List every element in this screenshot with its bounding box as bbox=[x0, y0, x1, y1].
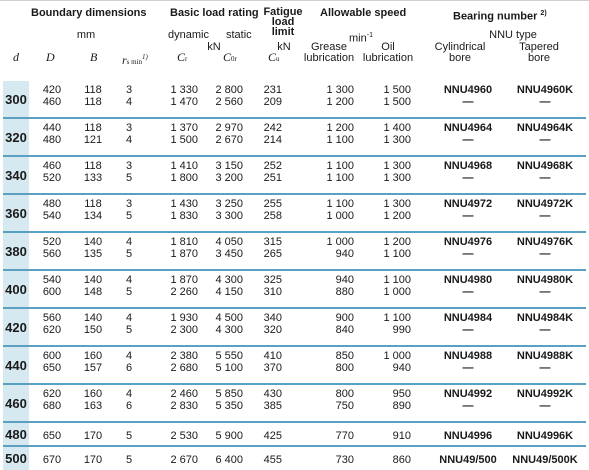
cell-r: 4 bbox=[125, 274, 133, 286]
cell-grease: 880 bbox=[335, 286, 354, 298]
cell-cr: 1 410 bbox=[170, 160, 198, 172]
cell-oil: 1 500 bbox=[383, 84, 411, 96]
cell-d: 540 bbox=[42, 274, 62, 286]
cell-cyl: NNU4988 bbox=[443, 350, 493, 362]
cell-cr: 2 260 bbox=[170, 286, 198, 298]
cell-c0r: 3 450 bbox=[215, 248, 243, 260]
row-separator bbox=[3, 307, 586, 309]
header-cylindrical-bore: Cylindrical bore bbox=[434, 41, 486, 64]
cell-d: 460 bbox=[42, 160, 62, 172]
cell-c0r: 4 050 bbox=[215, 236, 243, 248]
cell-d: 560 bbox=[42, 312, 62, 324]
cell-tap: NNU4996K bbox=[516, 430, 574, 442]
unit-kn-fatigue: kN bbox=[277, 41, 291, 53]
cell-cyl: — bbox=[462, 96, 474, 108]
cell-cu: 410 bbox=[263, 350, 282, 362]
cell-grease: 1 100 bbox=[326, 160, 354, 172]
cell-b: 170 bbox=[83, 454, 103, 466]
cell-tap: NNU4976K bbox=[516, 236, 574, 248]
cell-tap: — bbox=[539, 362, 551, 374]
cell-r: 6 bbox=[125, 362, 133, 374]
cell-grease: 840 bbox=[335, 324, 354, 336]
cell-b: 118 bbox=[84, 160, 102, 172]
cell-b: 133 bbox=[83, 172, 103, 184]
cell-cyl: — bbox=[462, 248, 474, 260]
cell-r: 3 bbox=[125, 160, 133, 172]
cell-tap: NNU4968K bbox=[516, 160, 574, 172]
cell-d: 420 bbox=[42, 84, 62, 96]
cell-cyl: NNU4984 bbox=[443, 312, 493, 324]
cell-b: 140 bbox=[83, 274, 103, 286]
cell-cr: 1 870 bbox=[170, 248, 198, 260]
header-boundary-dimensions: Boundary dimensions bbox=[31, 7, 147, 19]
cell-c0r: 2 800 bbox=[215, 84, 243, 96]
cell-grease: 1 100 bbox=[326, 172, 354, 184]
cell-c0r: 5 550 bbox=[215, 350, 243, 362]
cell-cu: 255 bbox=[263, 198, 282, 210]
header-tapered-bore: Tapered bore bbox=[519, 41, 559, 64]
cell-oil: 1 400 bbox=[383, 122, 411, 134]
cell-r: 4 bbox=[125, 134, 133, 146]
cell-grease: 900 bbox=[335, 312, 354, 324]
cell-oil: 1 200 bbox=[383, 210, 411, 222]
cell-tap: — bbox=[539, 134, 551, 146]
row-separator bbox=[3, 345, 586, 347]
cell-cu: 455 bbox=[263, 454, 282, 466]
cell-b: 148 bbox=[83, 286, 103, 298]
cell-cyl: — bbox=[462, 286, 474, 298]
cell-c0r: 2 670 bbox=[215, 134, 243, 146]
row-separator bbox=[3, 231, 586, 233]
cell-oil: 1 100 bbox=[383, 274, 411, 286]
header-nnu-type: NNU type bbox=[489, 29, 537, 41]
row-separator bbox=[3, 421, 586, 423]
cell-c0r: 2 560 bbox=[215, 96, 243, 108]
cell-cr: 2 300 bbox=[170, 324, 198, 336]
cell-r: 5 bbox=[125, 324, 133, 336]
symbol-B: B bbox=[90, 50, 98, 64]
bore-diameter-cell: 440 bbox=[3, 347, 29, 383]
cell-cr: 1 930 bbox=[170, 312, 198, 324]
symbol-cu: Cu bbox=[268, 50, 280, 64]
symbol-r-s-min: rs $\min^{1)}$ bbox=[122, 53, 148, 67]
cell-cu: 325 bbox=[263, 274, 282, 286]
cell-c0r: 4 500 bbox=[215, 312, 243, 324]
symbol-d: d bbox=[13, 50, 19, 64]
unit-mm: mm bbox=[76, 29, 96, 41]
cell-c0r: 5 900 bbox=[215, 430, 243, 442]
table-top-border bbox=[0, 0, 589, 1]
cell-d: 650 bbox=[42, 362, 62, 374]
row-separator bbox=[3, 155, 586, 157]
cell-tap: NNU4980K bbox=[516, 274, 574, 286]
row-separator bbox=[3, 193, 586, 195]
cell-cyl: NNU4960 bbox=[443, 84, 493, 96]
cell-b: 118 bbox=[84, 96, 102, 108]
header-allowable-speed: Allowable speed bbox=[320, 7, 407, 19]
cell-cr: 1 330 bbox=[170, 84, 198, 96]
header-grease-lubrication: Grease lubrication bbox=[303, 41, 355, 64]
cell-cu: 310 bbox=[263, 286, 282, 298]
cell-cr: 2 680 bbox=[170, 362, 198, 374]
cell-grease: 800 bbox=[335, 388, 354, 400]
cell-d: 600 bbox=[42, 350, 62, 362]
cell-b: 118 bbox=[84, 122, 102, 134]
cell-c0r: 2 970 bbox=[215, 122, 243, 134]
cell-tap: NNU4992K bbox=[516, 388, 574, 400]
cell-d: 520 bbox=[42, 172, 62, 184]
bore-diameter-cell: 500 bbox=[3, 447, 29, 470]
cell-cu: 385 bbox=[263, 400, 282, 412]
cell-oil: 1 300 bbox=[383, 172, 411, 184]
cell-d: 560 bbox=[42, 248, 62, 260]
cell-cr: 1 370 bbox=[170, 122, 198, 134]
cell-grease: 940 bbox=[335, 248, 354, 260]
header-static: static bbox=[226, 29, 252, 41]
cell-cr: 2 380 bbox=[170, 350, 198, 362]
cell-oil: 860 bbox=[392, 454, 411, 466]
cell-tap: — bbox=[539, 324, 551, 336]
symbol-cr: Cr bbox=[177, 50, 188, 64]
cell-b: 157 bbox=[83, 362, 103, 374]
cell-tap: NNU4972K bbox=[516, 198, 574, 210]
cell-cyl: NNU4964 bbox=[443, 122, 493, 134]
bore-diameter-cell: 320 bbox=[3, 119, 29, 155]
cell-b: 118 bbox=[84, 198, 102, 210]
cell-cu: 265 bbox=[263, 248, 282, 260]
cell-d: 620 bbox=[42, 388, 62, 400]
cell-r: 5 bbox=[125, 248, 133, 260]
cell-cu: 242 bbox=[263, 122, 282, 134]
cell-b: 163 bbox=[83, 400, 103, 412]
cell-oil: 1 000 bbox=[383, 350, 411, 362]
cell-cyl: NNU4980 bbox=[443, 274, 493, 286]
cell-oil: 1 300 bbox=[383, 160, 411, 172]
cell-tap: NNU49/500K bbox=[512, 454, 578, 466]
cell-grease: 1 300 bbox=[326, 84, 354, 96]
cell-cyl: — bbox=[462, 210, 474, 222]
cell-r: 6 bbox=[125, 400, 133, 412]
cell-r: 3 bbox=[125, 84, 133, 96]
cell-cr: 2 460 bbox=[170, 388, 198, 400]
cell-cu: 258 bbox=[263, 210, 282, 222]
cell-cyl: NNU4976 bbox=[443, 236, 493, 248]
cell-b: 170 bbox=[83, 430, 103, 442]
cell-cu: 231 bbox=[263, 84, 282, 96]
cell-grease: 750 bbox=[335, 400, 354, 412]
cell-grease: 1 100 bbox=[326, 134, 354, 146]
cell-cyl: — bbox=[462, 172, 474, 184]
cell-cr: 1 500 bbox=[170, 134, 198, 146]
cell-r: 4 bbox=[125, 236, 133, 248]
cell-d: 620 bbox=[42, 324, 62, 336]
cell-c0r: 5 100 bbox=[215, 362, 243, 374]
cell-grease: 940 bbox=[335, 274, 354, 286]
symbol-D: D bbox=[46, 50, 55, 64]
cell-c0r: 5 350 bbox=[215, 400, 243, 412]
cell-cr: 1 810 bbox=[170, 236, 198, 248]
cell-b: 160 bbox=[83, 350, 103, 362]
cell-cyl: — bbox=[462, 324, 474, 336]
cell-cyl: NNU4992 bbox=[443, 388, 493, 400]
cell-b: 140 bbox=[83, 312, 103, 324]
row-separator bbox=[3, 269, 586, 271]
cell-oil: 1 300 bbox=[383, 134, 411, 146]
header-fatigue-load-limit: Fatigue load limit bbox=[263, 6, 303, 38]
cell-c0r: 5 850 bbox=[215, 388, 243, 400]
cell-grease: 730 bbox=[335, 454, 354, 466]
cell-tap: NNU4960K bbox=[516, 84, 574, 96]
cell-cyl: NNU49/500 bbox=[439, 454, 497, 466]
cell-c0r: 3 250 bbox=[215, 198, 243, 210]
cell-cu: 214 bbox=[263, 134, 282, 146]
cell-tap: — bbox=[539, 172, 551, 184]
cell-b: 134 bbox=[83, 210, 103, 222]
cell-c0r: 6 400 bbox=[215, 454, 243, 466]
cell-cu: 320 bbox=[263, 324, 282, 336]
row-separator bbox=[3, 445, 586, 447]
cell-tap: — bbox=[539, 400, 551, 412]
bore-diameter-cell: 380 bbox=[3, 233, 29, 269]
cell-d: 670 bbox=[42, 454, 62, 466]
cell-d: 540 bbox=[42, 210, 62, 222]
bore-diameter-cell: 480 bbox=[3, 423, 29, 445]
cell-oil: 1 100 bbox=[383, 248, 411, 260]
cell-b: 121 bbox=[83, 134, 103, 146]
cell-r: 4 bbox=[125, 388, 133, 400]
header-bearing-number: Bearing number $^{2)}$ bbox=[453, 10, 547, 23]
cell-tap: NNU4984K bbox=[516, 312, 574, 324]
cell-grease: 1 000 bbox=[326, 236, 354, 248]
cell-r: 3 bbox=[125, 122, 133, 134]
cell-cr: 1 470 bbox=[170, 96, 198, 108]
cell-oil: 1 500 bbox=[383, 96, 411, 108]
cell-cu: 425 bbox=[263, 430, 282, 442]
cell-tap: — bbox=[539, 210, 551, 222]
cell-r: 5 bbox=[125, 286, 133, 298]
cell-cr: 1 870 bbox=[170, 274, 198, 286]
cell-r: 5 bbox=[125, 454, 133, 466]
cell-d: 680 bbox=[42, 400, 62, 412]
cell-c0r: 3 200 bbox=[215, 172, 243, 184]
cell-cr: 2 530 bbox=[170, 430, 198, 442]
bore-diameter-cell: 460 bbox=[3, 385, 29, 421]
cell-cr: 1 830 bbox=[170, 210, 198, 222]
symbol-c0r: C0r bbox=[223, 50, 237, 64]
bore-diameter-cell: 420 bbox=[3, 309, 29, 345]
cell-r: 5 bbox=[125, 430, 133, 442]
cell-cu: 209 bbox=[263, 96, 282, 108]
cell-cu: 340 bbox=[263, 312, 282, 324]
cell-c0r: 3 150 bbox=[215, 160, 243, 172]
cell-grease: 1 100 bbox=[326, 198, 354, 210]
cell-cyl: NNU4972 bbox=[443, 198, 493, 210]
cell-cr: 1 800 bbox=[170, 172, 198, 184]
cell-r: 4 bbox=[125, 350, 133, 362]
cell-cu: 370 bbox=[263, 362, 282, 374]
cell-oil: 950 bbox=[392, 388, 411, 400]
bore-diameter-cell: 400 bbox=[3, 271, 29, 307]
cell-d: 600 bbox=[42, 286, 62, 298]
cell-tap: — bbox=[539, 96, 551, 108]
cell-c0r: 4 300 bbox=[215, 324, 243, 336]
cell-cr: 2 670 bbox=[170, 454, 198, 466]
cell-grease: 1 200 bbox=[326, 122, 354, 134]
row-separator bbox=[3, 383, 586, 385]
header-dynamic: dynamic bbox=[168, 29, 209, 41]
cell-r: 3 bbox=[125, 198, 133, 210]
cell-oil: 990 bbox=[392, 324, 411, 336]
cell-cyl: — bbox=[462, 362, 474, 374]
cell-oil: 1 300 bbox=[383, 198, 411, 210]
cell-oil: 1 100 bbox=[383, 312, 411, 324]
cell-oil: 1 200 bbox=[383, 236, 411, 248]
cell-tap: — bbox=[539, 286, 551, 298]
cell-cr: 1 430 bbox=[170, 198, 198, 210]
header-basic-load-rating: Basic load rating bbox=[170, 7, 259, 19]
cell-d: 480 bbox=[42, 134, 62, 146]
cell-cyl: — bbox=[462, 134, 474, 146]
unit-kn: kN bbox=[207, 41, 221, 53]
cell-oil: 910 bbox=[392, 430, 411, 442]
cell-b: 135 bbox=[83, 248, 103, 260]
cell-cr: 2 830 bbox=[170, 400, 198, 412]
cell-cu: 315 bbox=[263, 236, 282, 248]
bore-diameter-cell: 300 bbox=[3, 81, 29, 117]
cell-cyl: — bbox=[462, 400, 474, 412]
cell-b: 118 bbox=[84, 84, 102, 96]
cell-cu: 252 bbox=[263, 160, 282, 172]
bore-diameter-cell: 340 bbox=[3, 157, 29, 193]
row-separator bbox=[3, 117, 586, 119]
cell-grease: 850 bbox=[335, 350, 354, 362]
cell-r: 4 bbox=[125, 96, 133, 108]
cell-tap: — bbox=[539, 248, 551, 260]
unit-min: $\min^{-1}$ bbox=[349, 32, 373, 45]
cell-b: 150 bbox=[83, 324, 103, 336]
cell-r: 5 bbox=[125, 172, 133, 184]
cell-b: 160 bbox=[83, 388, 103, 400]
cell-oil: 1 000 bbox=[383, 286, 411, 298]
cell-cyl: NNU4968 bbox=[443, 160, 493, 172]
cell-c0r: 3 300 bbox=[215, 210, 243, 222]
bore-diameter-cell: 360 bbox=[3, 195, 29, 231]
cell-d: 650 bbox=[42, 430, 62, 442]
header-oil-lubrication: Oil lubrication bbox=[362, 41, 414, 64]
cell-grease: 1 000 bbox=[326, 210, 354, 222]
cell-cyl: NNU4996 bbox=[443, 430, 493, 442]
cell-d: 460 bbox=[42, 96, 62, 108]
cell-grease: 800 bbox=[335, 362, 354, 374]
cell-cu: 430 bbox=[263, 388, 282, 400]
cell-c0r: 4 150 bbox=[215, 286, 243, 298]
cell-tap: NNU4988K bbox=[516, 350, 574, 362]
cell-b: 140 bbox=[83, 236, 103, 248]
cell-d: 440 bbox=[42, 122, 62, 134]
cell-oil: 890 bbox=[392, 400, 411, 412]
cell-r: 5 bbox=[125, 210, 133, 222]
cell-r: 4 bbox=[125, 312, 133, 324]
cell-d: 520 bbox=[42, 236, 62, 248]
cell-oil: 940 bbox=[392, 362, 411, 374]
cell-d: 480 bbox=[42, 198, 62, 210]
cell-c0r: 4 300 bbox=[215, 274, 243, 286]
cell-grease: 770 bbox=[335, 430, 354, 442]
cell-grease: 1 200 bbox=[326, 96, 354, 108]
cell-cu: 251 bbox=[263, 172, 282, 184]
cell-tap: NNU4964K bbox=[516, 122, 574, 134]
